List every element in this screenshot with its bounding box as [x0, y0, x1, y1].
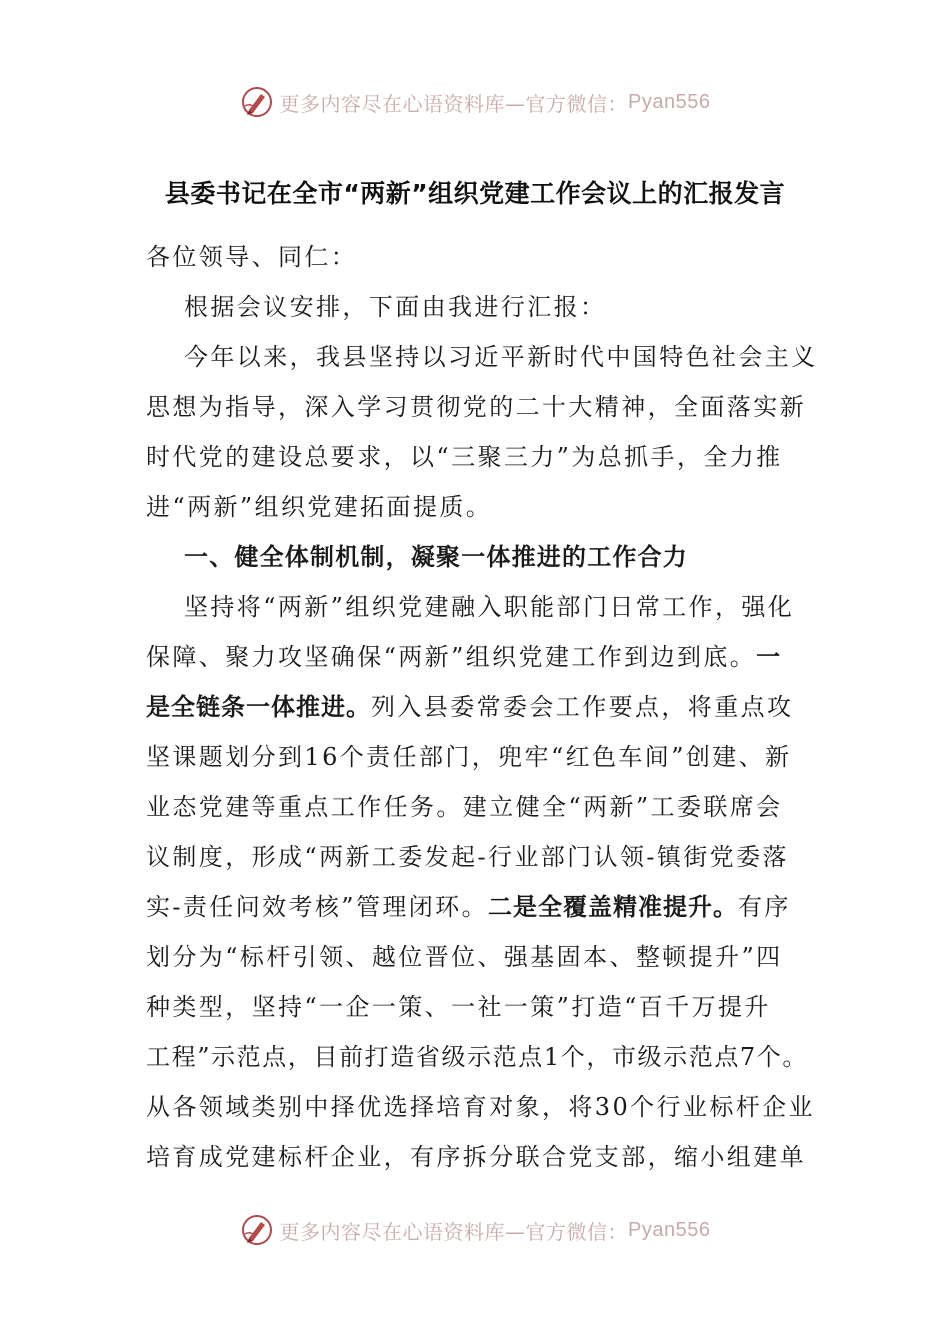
section-heading: 一、健全体制机制，凝聚一体推进的工作合力 — [184, 543, 688, 571]
paragraph-line: 工程”示范点，目前打造省级示范点1个，市级示范点7个。 — [146, 1043, 809, 1071]
paragraph-line: 坚持将“两新”组织党建融入职能部门日常工作，强化 — [184, 593, 795, 621]
watermark-text: 更多内容尽在心语资料库—官方微信： — [279, 1219, 629, 1244]
watermark-wechat-id: Pyan556 — [628, 1218, 711, 1241]
text-run: 有序 — [737, 893, 791, 921]
bold-run: 是全链条一体推进。 — [146, 693, 371, 721]
paragraph-line: 根据会议安排，下面由我进行汇报： — [184, 293, 607, 321]
pen-in-circle-icon — [240, 85, 274, 119]
document-title: 县委书记在全市“两新”组织党建工作会议上的汇报发言 — [164, 179, 786, 208]
paragraph-line: 业态党建等重点工作任务。建立健全“两新”工委联席会 — [146, 793, 783, 821]
paragraph-line: 议制度，形成“两新工委发起-行业部门认领-镇街党委落 — [146, 843, 789, 871]
text-run: 列入县委常委会工作要点，将重点攻 — [371, 693, 794, 721]
salutation: 各位领导、同仁： — [146, 243, 358, 271]
pen-in-circle-icon — [240, 1213, 274, 1247]
paragraph-line — [146, 632, 846, 682]
bold-run: 一 — [756, 643, 782, 671]
paragraph-line: 时代党的建设总要求，以“三聚三力”为总抓手，全力推 — [146, 443, 783, 471]
paragraph-line: 今年以来，我县坚持以习近平新时代中国特色社会主义 — [184, 343, 818, 371]
watermark-header — [0, 80, 950, 124]
paragraph-line — [146, 682, 846, 732]
paragraph-line: 培育成党建标杆企业，有序拆分联合党支部，缩小组建单 — [146, 1143, 806, 1171]
paragraph-line: 从各领域类别中择优选择培育对象，将30个行业标杆企业 — [146, 1093, 815, 1121]
paragraph-line: 划分为“标杆引领、越位晋位、强基固本、整顿提升”四 — [146, 943, 783, 971]
document-body — [146, 232, 846, 1182]
watermark-footer — [0, 1208, 950, 1252]
text-run: 实-责任问效考核”管理闭环。 — [146, 893, 488, 921]
paragraph-line: 坚课题划分到16个责任部门，兜牢“红色车间”创建、新 — [146, 743, 792, 771]
bold-run: 二是全覆盖精准提升。 — [487, 893, 738, 921]
paragraph-line — [146, 882, 846, 932]
paragraph-line: 进“两新”组织党建拓面提质。 — [146, 493, 493, 521]
paragraph-line: 思想为指导，深入学习贯彻党的二十大精神，全面落实新 — [146, 393, 806, 421]
watermark-text: 更多内容尽在心语资料库—官方微信： — [279, 91, 629, 116]
text-run: 保障、聚力攻坚确保“两新”组织党建工作到边到底。 — [146, 643, 757, 671]
paragraph-line: 种类型，坚持“一企一策、一社一策”打造“百千万提升 — [146, 993, 771, 1021]
watermark-wechat-id: Pyan556 — [628, 90, 711, 113]
